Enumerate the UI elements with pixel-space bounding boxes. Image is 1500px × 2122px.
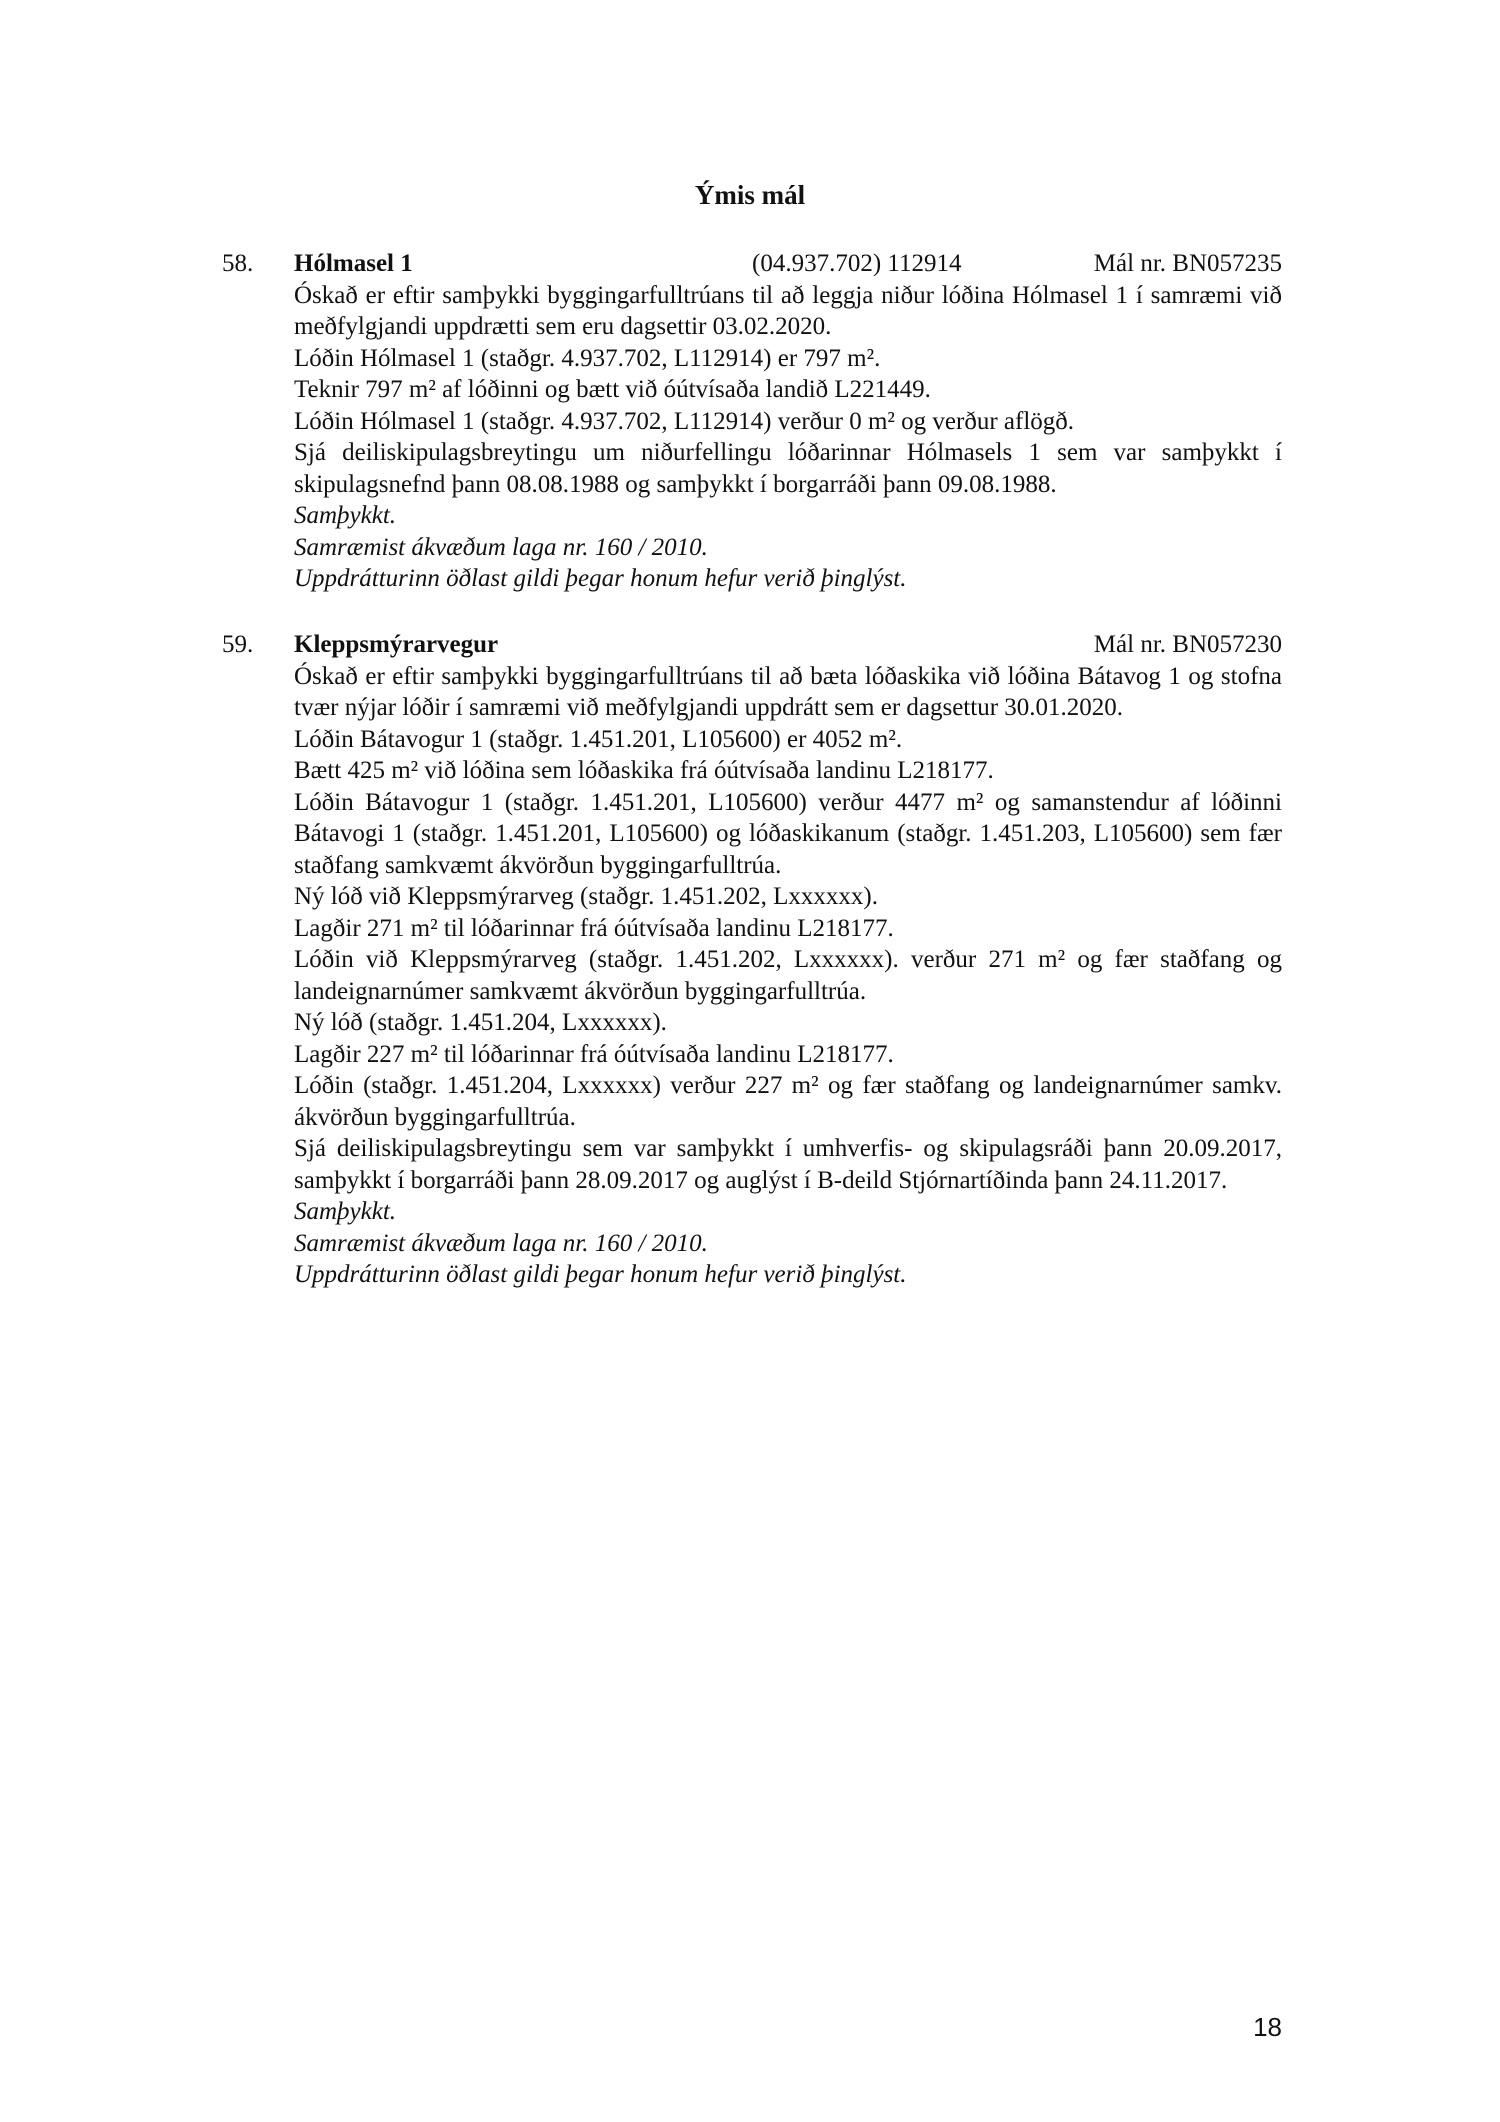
case-paragraph: Bætt 425 m² við lóðina sem lóðaskika frá óútvísaða landinu L218177. [294,757,994,784]
case-item-58 [222,248,1282,595]
decision-line: Uppdrátturinn öðlast gildi þegar honum hefur verið þinglýst. [294,565,907,592]
decision-line: Samræmist ákvæðum laga nr. 160 / 2010. [294,1229,708,1257]
case-body [294,280,1282,595]
decision-line: Samræmist ákvæðum laga nr. 160 / 2010. [294,533,708,561]
case-paragraph: Lóðin Hólmasel 1 (staðgr. 4.937.702, L112914) er 797 m². [294,344,881,372]
case-paragraph: Sjá deiliskipulagsbreytingu sem var samþykkt í umhverfis- og skipulagsráði þann 20.09.2017, samþykkt í borgarráði þann 28.09.2017 og auglýst í B-deild Stjórnartíðinda þann 24.11.2017. [294,1135,1282,1194]
case-reference: Mál nr. BN057235 [1093,250,1282,277]
case-paragraph: Lagðir 227 m² til lóðarinnar frá óútvísaða landinu L218177. [294,1040,894,1068]
section-title: Ýmis mál [694,180,806,210]
case-paragraph: Lóðin (staðgr. 1.451.204, Lxxxxxx) verður 227 m² og fær staðfang og landeignarnúmer samkv. ákvörðun byggingarfulltrúa. [294,1072,1282,1131]
case-paragraph: Lóðin Bátavogur 1 (staðgr. 1.451.201, L105600) er 4052 m². [294,725,903,753]
case-paragraph: Óskað er eftir samþykki byggingarfulltrúans til að bæta lóðaskika við lóðina Bátavog 1 og stofna tvær nýjar lóðir í samræmi við meðfylgjandi uppdrátt sem er dagsettur 30.01.2020. [294,662,1282,721]
case-body [294,661,1282,1291]
decision-line: Uppdrátturinn öðlast gildi þegar honum hefur verið þinglýst. [294,1261,907,1288]
case-reference: Mál nr. BN057230 [1093,631,1282,658]
case-number: 58. [222,250,254,277]
case-address: Kleppsmýrarvegur [294,631,499,658]
land-number: (04.937.702) 112914 [752,250,962,277]
case-paragraph: Sjá deiliskipulagsbreytingu um niðurfellingu lóðarinnar Hólmasels 1 sem var samþykkt í skipulagsnefnd þann 08.08.1988 og samþykkt í borgarráði þann 09.08.1988. [294,439,1282,498]
case-paragraph: Teknir 797 m² af lóðinni og bætt við óútvísaða landið L221449. [294,376,931,403]
page-number: 18 [1253,2012,1282,2042]
case-address: Hólmasel 1 [294,250,413,277]
case-number: 59. [222,631,254,658]
case-header [222,629,1282,661]
case-paragraph: Ný lóð við Kleppsmýrarveg (staðgr. 1.451.202, Lxxxxxx). [294,883,878,910]
case-paragraph: Lóðin Bátavogur 1 (staðgr. 1.451.201, L105600) verður 4477 m² og samanstendur af lóðinni Bátavogi 1 (staðgr. 1.451.201, L105600) og lóðaskikanum (staðgr. 1.451.203, L105600) sem fær staðfang samkvæmt ákvörðun byggingarfulltrúa. [294,788,1282,879]
decision-line: Samþykkt. [294,1198,397,1225]
case-paragraph: Óskað er eftir samþykki byggingarfulltrúans til að leggja niður lóðina Hólmasel 1 í samræmi við meðfylgjandi uppdrætti sem eru dagsettir 03.02.2020. [294,281,1282,340]
case-paragraph: Ný lóð (staðgr. 1.451.204, Lxxxxxx). [294,1009,667,1036]
case-paragraph: Lagðir 271 m² til lóðarinnar frá óútvísaða landinu L218177. [294,914,894,942]
case-header [222,248,1282,280]
case-item-59 [222,629,1282,1291]
case-paragraph: Lóðin Hólmasel 1 (staðgr. 4.937.702, L112914) verður 0 m² og verður aflögð. [294,407,1075,435]
decision-line: Samþykkt. [294,502,397,529]
case-paragraph: Lóðin við Kleppsmýrarveg (staðgr. 1.451.202, Lxxxxxx). verður 271 m² og fær staðfang og landeignarnúmer samkvæmt ákvörðun byggingarfulltrúa. [294,946,1282,1005]
